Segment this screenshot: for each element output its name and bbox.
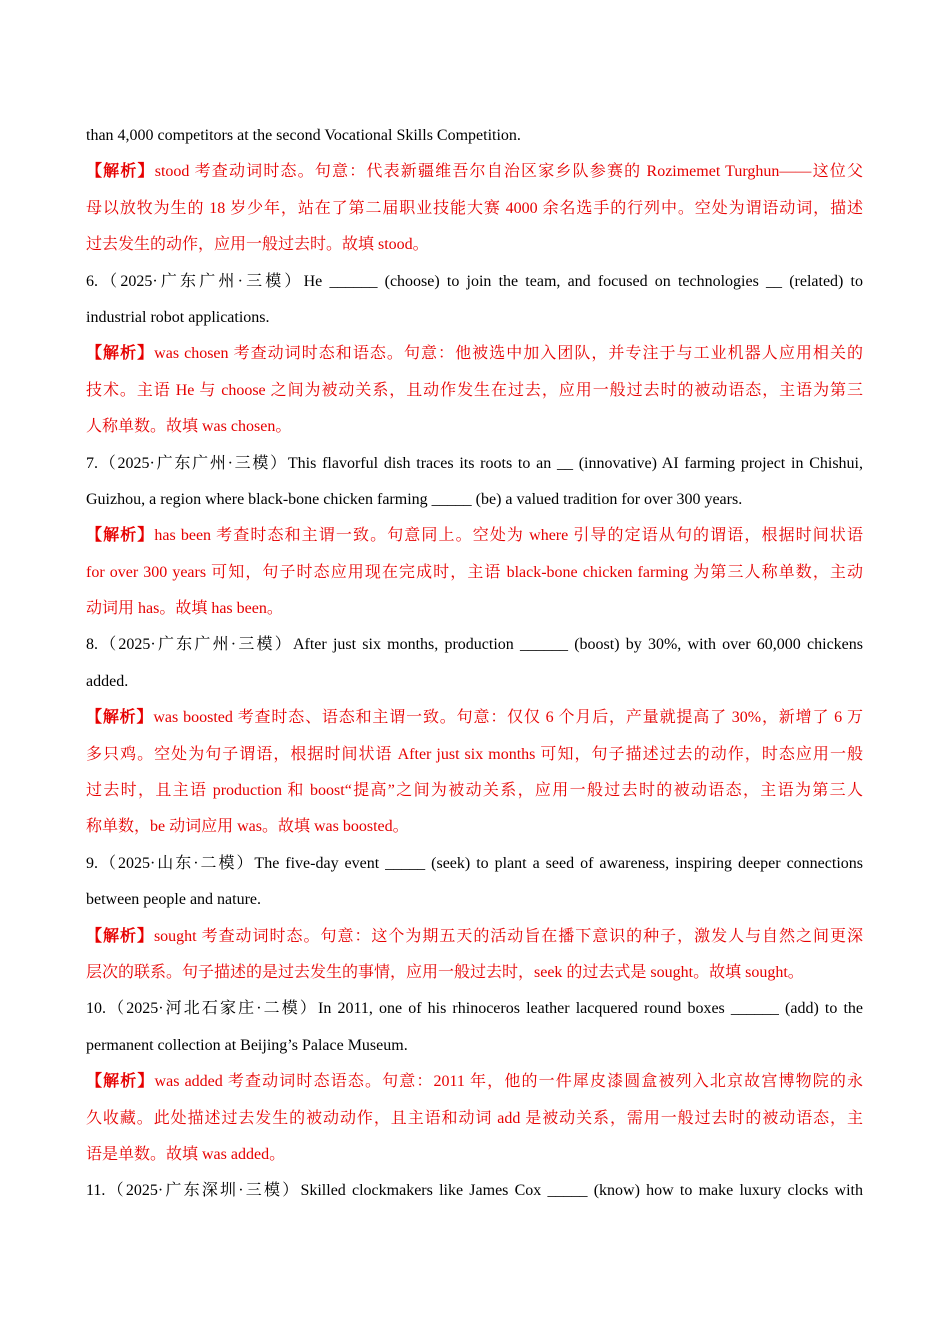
analysis-tag: 【解析】 bbox=[86, 709, 154, 727]
answer-10-line-3: 语是单数。故填 was added。 bbox=[86, 1145, 286, 1163]
question-6-line-2: industrial robot applications. bbox=[86, 308, 270, 326]
answer-7-line-1 bbox=[86, 518, 863, 554]
question-9-line-2: between people and nature. bbox=[86, 891, 262, 909]
answer-8-line-4: 称单数，be 动词应用 was。故填 was boosted。 bbox=[86, 818, 409, 836]
document-page bbox=[86, 118, 863, 1210]
answer-10-line-1 bbox=[86, 1064, 863, 1100]
question-7-line-1: 7.（2025·广东广州·三模）This flavorful dish traces its roots to an __ (innovative) AI farming project in Chishui, bbox=[86, 454, 863, 472]
question-9-line-1: 9.（2025·山东·二模）The five-day event _____ (seek) to plant a seed of awareness, inspiring deeper connections bbox=[86, 854, 863, 872]
answer-5-line-1 bbox=[86, 154, 863, 190]
analysis-tag: 【解析】 bbox=[86, 527, 155, 545]
answer-9-line-2: 层次的联系。句子描述的是过去发生的事情，应用一般过去时，seek 的过去式是 sought。故填 sought。 bbox=[86, 963, 804, 981]
answer-8-text: was boosted 考查时态、语态和主谓一致。句意：仅仅 6 个月后，产量就提高了 30%，新增了 6 万 bbox=[153, 709, 863, 727]
question-7-line-2: Guizhou, a region where black-bone chicken farming _____ (be) a valued tradition for over 300 years. bbox=[86, 490, 743, 508]
answer-8-line-2: 多只鸡。空处为句子谓语，根据时间状语 After just six months 可知，句子描述过去的动作，时态应用一般 bbox=[86, 745, 863, 763]
answer-10-line-2: 久收藏。此处描述过去发生的被动动作，且主语和动词 add 是被动关系，需用一般过去时的被动语态，主 bbox=[86, 1109, 863, 1127]
question-6-line-1: 6.（2025·广东广州·三模）He ______ (choose) to join the team, and focused on technologies __ (related) to bbox=[86, 272, 863, 290]
answer-9-line-1 bbox=[86, 919, 863, 955]
question-5-tail: than 4,000 competitors at the second Vocational Skills Competition. bbox=[86, 127, 521, 144]
analysis-tag: 【解析】 bbox=[86, 163, 155, 181]
answer-5-line-3: 过去发生的动作，应用一般过去时。故填 stood。 bbox=[86, 236, 429, 254]
question-11-line-1: 11.（2025·广东深圳·三模）Skilled clockmakers like James Cox _____ (know) how to make luxury clocks with bbox=[86, 1182, 863, 1200]
analysis-tag: 【解析】 bbox=[86, 345, 155, 363]
answer-7-line-2: for over 300 years 可知，句子时态应用现在完成时，主语 black-bone chicken farming 为第三人称单数，主动 bbox=[86, 563, 863, 581]
question-10-line-1: 10.（2025·河北石家庄·二模）In 2011, one of his rhinoceros leather lacquered round boxes ______ (add) to the bbox=[86, 1000, 863, 1018]
answer-5-line-2: 母以放牧为生的 18 岁少年，站在了第二届职业技能大赛 4000 余名选手的行列中。空处为谓语动词，描述 bbox=[86, 199, 863, 217]
answer-6-line-2: 技术。主语 He 与 choose 之间为被动关系，且动作发生在过去，应用一般过去时的被动语态，主语为第三 bbox=[86, 381, 863, 399]
answer-6-line-1 bbox=[86, 336, 863, 372]
answer-10-text: was added 考查动词时态语态。句意：2011 年，他的一件犀皮漆圆盒被列入北京故宫博物院的永 bbox=[154, 1073, 863, 1091]
answer-6-text: was chosen 考查动词时态和语态。句意：他被选中加入团队，并专注于与工业机器人应用相关的 bbox=[154, 345, 863, 363]
question-8-line-1: 8.（2025·广东广州·三模）After just six months, production ______ (boost) by 30%, with over 60,000 chickens bbox=[86, 636, 863, 654]
analysis-tag: 【解析】 bbox=[86, 927, 154, 945]
answer-8-line-3: 过去时，且主语 production 和 boost“提高”之间为被动关系，应用一般过去时的被动语态，主语为第三人 bbox=[86, 782, 863, 800]
answer-7-text: has been 考查时态和主谓一致。句意同上。空处为 where 引导的定语从句的谓语，根据时间状语 bbox=[154, 527, 863, 545]
answer-8-line-1 bbox=[86, 700, 863, 736]
question-8-line-2: added. bbox=[86, 672, 129, 690]
analysis-tag: 【解析】 bbox=[86, 1073, 155, 1091]
answer-6-line-3: 人称单数。故填 was chosen。 bbox=[86, 418, 292, 436]
answer-9-text: sought 考查动词时态。句意：这个为期五天的活动旨在播下意识的种子，激发人与自然之间更深 bbox=[153, 927, 863, 945]
answer-5-text: stood 考查动词时态。句意：代表新疆维吾尔自治区家乡队参赛的 Rozimemet Turghun——这位父 bbox=[154, 163, 863, 181]
question-10-line-2: permanent collection at Beijing’s Palace Museum. bbox=[86, 1036, 408, 1054]
answer-7-line-3: 动词用 has。故填 has been。 bbox=[86, 600, 283, 618]
